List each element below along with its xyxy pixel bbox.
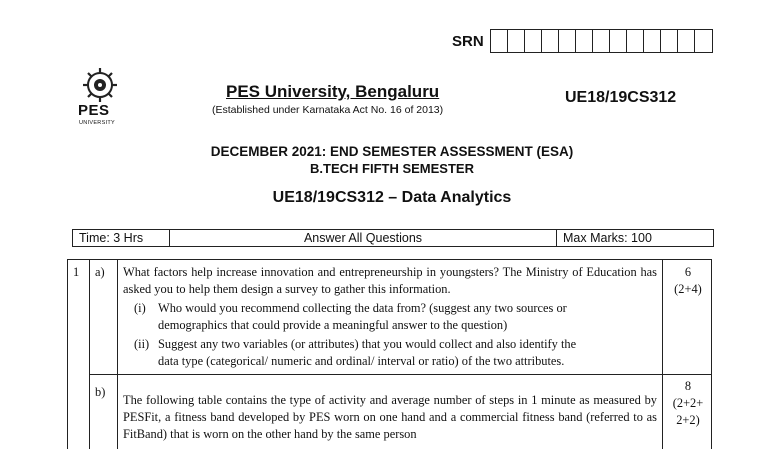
part-a-label: a): [95, 265, 105, 279]
subject-title: UE18/19CS312 – Data Analytics: [272, 189, 512, 206]
question-table: [67, 259, 712, 449]
course-code: UE18/19CS312: [565, 89, 677, 106]
srn-digit-box: [576, 30, 593, 52]
logo-subtext: UNIVERSITY: [79, 120, 116, 126]
srn-digit-box: [542, 30, 559, 52]
sub-i-line2: demographics that could provide a meaningful answer to the question): [158, 318, 508, 332]
part-b-text: The following table contains the type of activity and average number of steps in 1 minute as measured by PESFit, a fitness band developed by PES worn on one hand and a commercial fitness band (referred to as FitBand) that is worn on the other hand by the same person: [123, 393, 657, 441]
part-a-text: What factors help increase innovation and entrepreneurship in youngsters? The Ministry of Education has asked you to help them design a survey to gather this information.: [123, 265, 657, 296]
srn-digit-box: [627, 30, 644, 52]
srn-digit-box: [593, 30, 610, 52]
semester-title: B.TECH FIFTH SEMESTER: [310, 161, 474, 176]
part-b-marks-split-2: 2+2): [676, 413, 700, 427]
part-a-sub-i: [134, 300, 657, 334]
srn-digit-box: [508, 30, 525, 52]
part-b-marks: 8: [684, 379, 692, 393]
exam-title: DECEMBER 2021: END SEMESTER ASSESSMENT (ESA): [210, 144, 574, 159]
part-a-marks: 6: [684, 265, 692, 279]
sub-ii-line2: data type (categorical/ numeric and ordinal/ interval or ratio) of the two attributes.: [158, 354, 565, 368]
logo-text: PES: [78, 102, 110, 119]
max-marks-cell: Max Marks: 100: [563, 231, 652, 245]
sub-ii-label: (ii): [134, 337, 150, 351]
srn-digit-box: [491, 30, 508, 52]
srn-digit-box: [644, 30, 661, 52]
time-cell: Time: 3 Hrs: [73, 230, 170, 246]
part-b-marks-split-1: (2+2+: [672, 396, 704, 410]
srn-digit-box: [695, 30, 712, 52]
srn-digit-box: [678, 30, 695, 52]
srn-digit-box: [610, 30, 627, 52]
part-a-sub-ii: [134, 336, 657, 370]
part-a-marks-split: (2+4): [674, 282, 702, 296]
srn-boxes: [490, 29, 713, 53]
university-established: (Established under Karnataka Act No. 16 of 2013): [212, 104, 444, 116]
sub-i-line1: Who would you recommend collecting the data from? (suggest any two sources or: [158, 301, 567, 315]
srn-digit-box: [661, 30, 678, 52]
exam-info-bar: [72, 229, 714, 247]
sub-ii-line1: Suggest any two variables (or attributes) that you would collect and also identify the: [158, 337, 577, 351]
srn-label: SRN: [452, 33, 484, 50]
instruction-cell: Answer All Questions: [170, 230, 557, 246]
part-b-label: b): [95, 385, 106, 399]
srn-digit-box: [559, 30, 576, 52]
sub-i-label: (i): [134, 301, 146, 315]
university-name: PES University, Bengaluru: [226, 82, 440, 101]
question-number: 1: [73, 265, 80, 279]
srn-digit-box: [525, 30, 542, 52]
